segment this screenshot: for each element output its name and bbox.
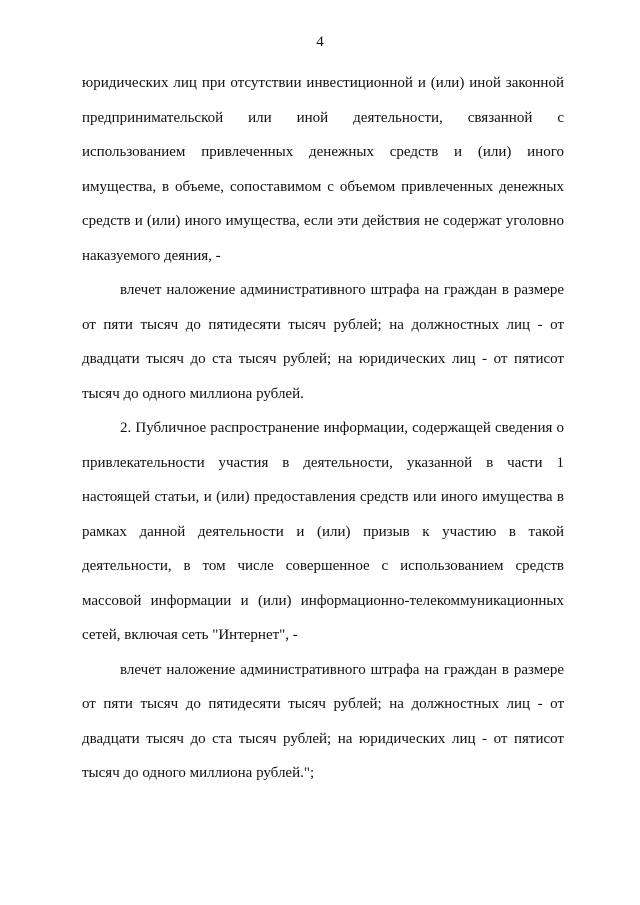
paragraph-penalty-2: влечет наложение административного штрафа на граждан в размере от пяти тысяч до пятидесяти тысяч рублей; на должностных лиц - от двадцати тысяч до ста тысяч рублей; на юридических лиц - от пятисот тысяч до одного миллиона рублей."; — [82, 661, 564, 781]
paragraph-part-2: 2. Публичное распространение информации, содержащей сведения о привлекательности участия в деятельности, указанной в части 1 настоящей статьи, и (или) предоставления средств или иного имущества в рамках данной деятельности и (или) призыв к участию в такой деятельности, в том числе совершенное с использованием средств массовой информации и (или) информационно-телекоммуникационных сетей, включая сеть "Интернет", - — [82, 420, 564, 643]
page-number: 4 — [316, 34, 324, 50]
paragraph-penalty-1: влечет наложение административного штрафа на граждан в размере от пяти тысяч до пятидесяти тысяч рублей; на должностных лиц - от двадцати тысяч до ста тысяч рублей; на юридических лиц - от пятисот тысяч до одного миллиона рублей. — [82, 282, 564, 402]
paragraph-continuation: юридических лиц при отсутствии инвестиционной и (или) иной законной предпринимательской или иной деятельности, связанной с использованием привлеченных денежных средств и (или) иного имущества, в объеме, сопоставимом с объемом привлеченных денежных средств и (или) иного имущества, если эти действия не содержат уголовно наказуемого деяния, - — [82, 75, 564, 264]
document-body — [82, 66, 564, 791]
